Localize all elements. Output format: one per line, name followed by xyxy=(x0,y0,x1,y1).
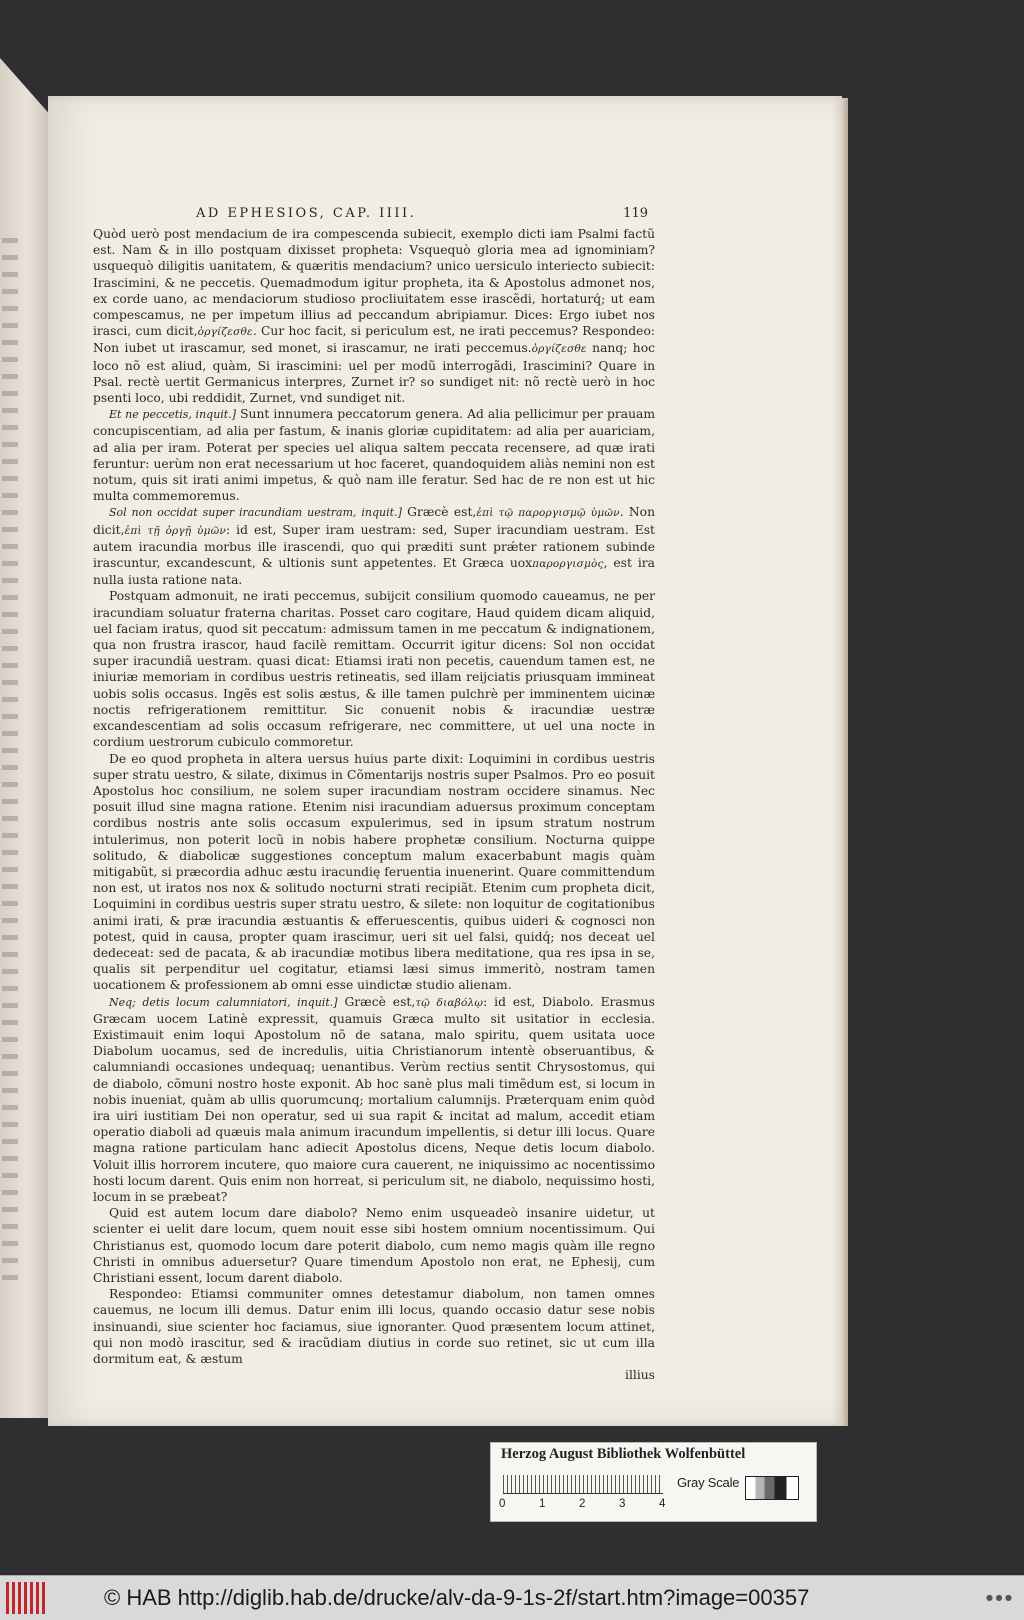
hab-logo-icon xyxy=(6,1582,46,1614)
text-run: : id est, Diabolo. Erasmus Græcam uocem Latinè expressit, quamuis Græca multo sit usitatior in ecclesia. Existimauit enim loqui Apostolum nõ de satana, malo spiritu, quem usitata uoce Diabolum uocamus, sed de incredulis, uitia Christianorum intentè obseruantibus, & calumniandi occasiones undequaq; uenantibus. Verùm rectius sentit Chrysostomus, qui de diabolo, cõmuni nostro hoste exponit. Ab hoc sanè plus mali timẽdum est, si locum in nobis inueniat, quàm ab ullis quorumcunq; mortalium calumnijs. Præterquam enim quòd ira uiri iustitiam Dei non operatur, sed ui sua rapit & incitat ad malum, accedit etiam operatio diaboli ad quæuis mala animum iracundum impellentis, si detur illi locus. Quare magna ratione particulam hanc adiecit Apostolus dicens, Neque detis locum diabolo. Voluit illis horrorem incutere, quo maiore cura cauerent, ne iniquissimo ac nocentissimo hosti locum darent. Quis enim non horreat, si periculum sit, ne diabolo, nequissimo hosti, locum in se præbeat? xyxy=(93,994,655,1204)
catchword: illius xyxy=(625,1368,655,1383)
previous-page-text-fragment xyxy=(2,238,18,1288)
text-run: . Cur hoc facit, si periculum est, ne irati peccemus? Respondeo: Non iubet ut irascamur, sed monet, si irascamur, ne irati peccemus. xyxy=(93,324,655,356)
paragraph-3 xyxy=(93,504,655,588)
ruler-number: 3 xyxy=(619,1498,626,1510)
gray-scale-label: Gray Scale xyxy=(677,1475,740,1490)
text-run: , est ira nulla iusta ratione nata. xyxy=(93,556,655,588)
institution-label: Herzog August Bibliothek Wolfenbüttel xyxy=(501,1446,746,1462)
color-target-card xyxy=(490,1442,817,1522)
greek-word: τῷ διαβόλῳ xyxy=(415,996,484,1009)
text-run: . Non dicit, xyxy=(93,505,655,537)
paragraph-5: De eo quod propheta in altera uersus huius parte dixit: Loquimini in cordibus uestris super stratu uestro, & silate, diximus in Cõmentarijs nostris super Psalmos. Pro eo posuit Apostolus hoc consilium, ne solem super iracundiam nostram occidere sinamus. Nec posuit illud sine magna ratione. Etenim nisi iracundiam aduersus proximum conceptam cordibus nostris ante solis occasum expulerimus, sed in ipsum stratum nostrum intulerimus, non poterit locũ in nobis habere prophetæ consilium. Nocturna quippe solitudo, & diabolicæ suggestiones conceptum malum exacerbabunt magis quàm mitigabũt, si præcordia adhuc æstu iracundię feruentia inuenerint. Quare committendum non est, ut iratos nos nox & solitudo nocturni strati recipiãt. Etenim cum propheta dicit, Loquimini in cordibus uestris super stratu uestro, & silete: non loquitur de cogitationibus animi irati, & præ iracundia æstuantis & efferuescentis, quibus uideri & cognosci non potest, quid in causa, propter quam irascimur, ueri sit uel falsi, quidq́; nos deceat uel dedeceat: sed de pacata, & ab iracundiæ motibus libera meditatione, qua res ipsa in se, qualis sit perpenditur uel cogitatur, etiamsi læsi simus immeritò, nostram tamen uocationem & professionem ab omni esse uindictæ studio alienam. xyxy=(93,751,655,993)
text-run: Sunt innumera peccatorum genera. Ad alia pellicimur per prauam concupiscentiam, ad alia per fastum, & inanis gloriæ cupiditatem: ad alia per auariciam, ad alia per iram. Poterat per species uel aliqua saltem peccata recensere, ad quæ irati feruntur: uerùm non erat necessarium ut hoc faceret, quandoquidem aliàs nemini non est notum, quis sit irati animi impetus, & quò nam ille feratur. Sed hac de re non est ut hic multa commemoremus. xyxy=(93,407,655,504)
ruler-number: 1 xyxy=(539,1498,546,1510)
ruler-number: 2 xyxy=(579,1498,586,1510)
text-run: Græcè est, xyxy=(337,994,416,1009)
paragraph-6 xyxy=(93,994,655,1206)
previous-page-edge xyxy=(0,58,48,1418)
ruler-number: 4 xyxy=(659,1498,666,1510)
page-header xyxy=(196,206,648,226)
viewer-footer xyxy=(0,1575,1024,1620)
lemma: Et ne peccetis, inquit.] xyxy=(108,408,237,422)
paragraph-8: Respondeo: Etiamsi communiter omnes detestamur diabolum, non tamen omnes cauemus, ne locum illi demus. Datur enim illi locus, quando occasio datur sese nobis insinuandi, siue scienter hoc faciamus, siue ignoranter. Quod præsentem locum attinet, qui non modò irascitur, sed & iracũdiam diutius in corde suo retinet, sic ut cum illa dormitum eat, & æstum xyxy=(93,1287,655,1367)
gray-scale-patch xyxy=(745,1476,799,1500)
paragraph-4: Postquam admonuit, ne irati peccemus, subijcit consilium quomodo caueamus, ne per iracundiam soluatur fraterna charitas. Posset caro cogitare, Haud quidem dicam aliquid, uel faciam iratus, quod sit peccatum: admissum tamen in me peccatum & indignationem, qua non frustra irascor, haud facilè remittam. Occurrit igitur dicens: Sol non occidat super iracundiã uestram. quasi dicat: Etiamsi irati non pecetis, cauendum tamen est, ne iniuriæ memoriam in cordibus uestris retineatis, sed illam reijciatis priusquam immineat uobis solis occasus. Ingẽs est solis æstus, & ille tamen pulchrè per imminentem uicinæ noctis refrigerationem remittitur. Sic conuenit nobis & iracundiæ uestræ excandescentiam ad solis occasum refrigerare, nec committere, ut uel una nocte in cordium uestrorum cubiculo commoretur. xyxy=(93,589,655,750)
text-run: Græcè est, xyxy=(401,505,477,520)
text-run: : id est, Super iram uestram: sed, Super iracundiam uestram. Est autem iracundia morbus ille irascendi, quo qui præditi sunt prǽter rationem subinde irascuntur, excandescunt, & ultionis sunt appetentes. Et Græca uox xyxy=(93,522,655,571)
text-run: Quòd uerò post mendacium de ira compescenda subiecit, exemplo dicti iam Psalmi factũ est. Nam & in illo postquam dixisset propheta: Vsquequò gloria mea ad ignominiam? usquequò diligitis uanitatem, & quæritis mendacium? unico uersiculo interiecto subiecit: Irascimini, & ne peccetis. Quemadmodum igitur propheta, ita & Apostolus admonet nos, ex corde uano, ac mendaciorum studioso procliuitatem esse irascẽdi, hortaturq́; ut eam compescamus, ne per impetum illius ad peccandum abripiamur. Dices: Ergo iubet nos irasci, cum dicit, xyxy=(93,227,655,339)
lemma: Neq; detis locum calumniatori, inquit.] xyxy=(108,995,338,1009)
paragraph-2 xyxy=(93,406,655,504)
greek-word: ὀργίζεσθε xyxy=(531,343,587,356)
greek-phrase: ἐπὶ τῷ παροργισμῷ ὑμῶν xyxy=(476,507,620,520)
greek-word: παροργισμὸς xyxy=(532,558,604,571)
ruler-number: 0 xyxy=(499,1498,506,1510)
lemma: Sol non occidat super iracundiam uestram, inquit.] xyxy=(108,506,402,520)
cm-ruler xyxy=(503,1475,663,1494)
copyright-link[interactable]: © HAB http://diglib.hab.de/drucke/alv-da-9-1s-2f/start.htm?image=00357 xyxy=(104,1585,810,1610)
page-text xyxy=(93,226,655,1383)
greek-word: ὀργίζεσθε xyxy=(197,326,253,339)
folio-number: 119 xyxy=(623,206,648,221)
running-title: AD EPHESIOS, CAP. IIII. xyxy=(196,206,417,221)
text-run: nanq; hoc loco nõ est aliud, quàm, Si irascimini: uel per modũ interrogãdi, Irascimini? Quare in Psal. rectè uertit Germanicus interpres, Zurnet ir? so sundiget nit: nõ rectè uerò in hoc psenti loco, ubi reddidit, Zurnet, vnd sundiget nit. xyxy=(93,341,655,406)
paragraph-7: Quid est autem locum dare diabolo? Nemo enim usqueadeò insanire uidetur, ut scienter ei uelit dare locum, quem nouit esse sibi hostem omnium nocentissimum. Qui Christianus est, quomodo locum dare poterit diabolo, cum nemo magis quàm ille regno Christi in omnibus aduersetur? Quare timendum Apostolo non erat, ne Ephesij, cum Christiani essent, locum darent diabolo. xyxy=(93,1206,655,1285)
paragraph-1 xyxy=(93,226,655,406)
greek-phrase: ἐπὶ τῇ ὀργῇ ὑμῶν xyxy=(124,524,226,537)
menu-dots-icon[interactable]: ● ● ● xyxy=(985,1593,1012,1602)
